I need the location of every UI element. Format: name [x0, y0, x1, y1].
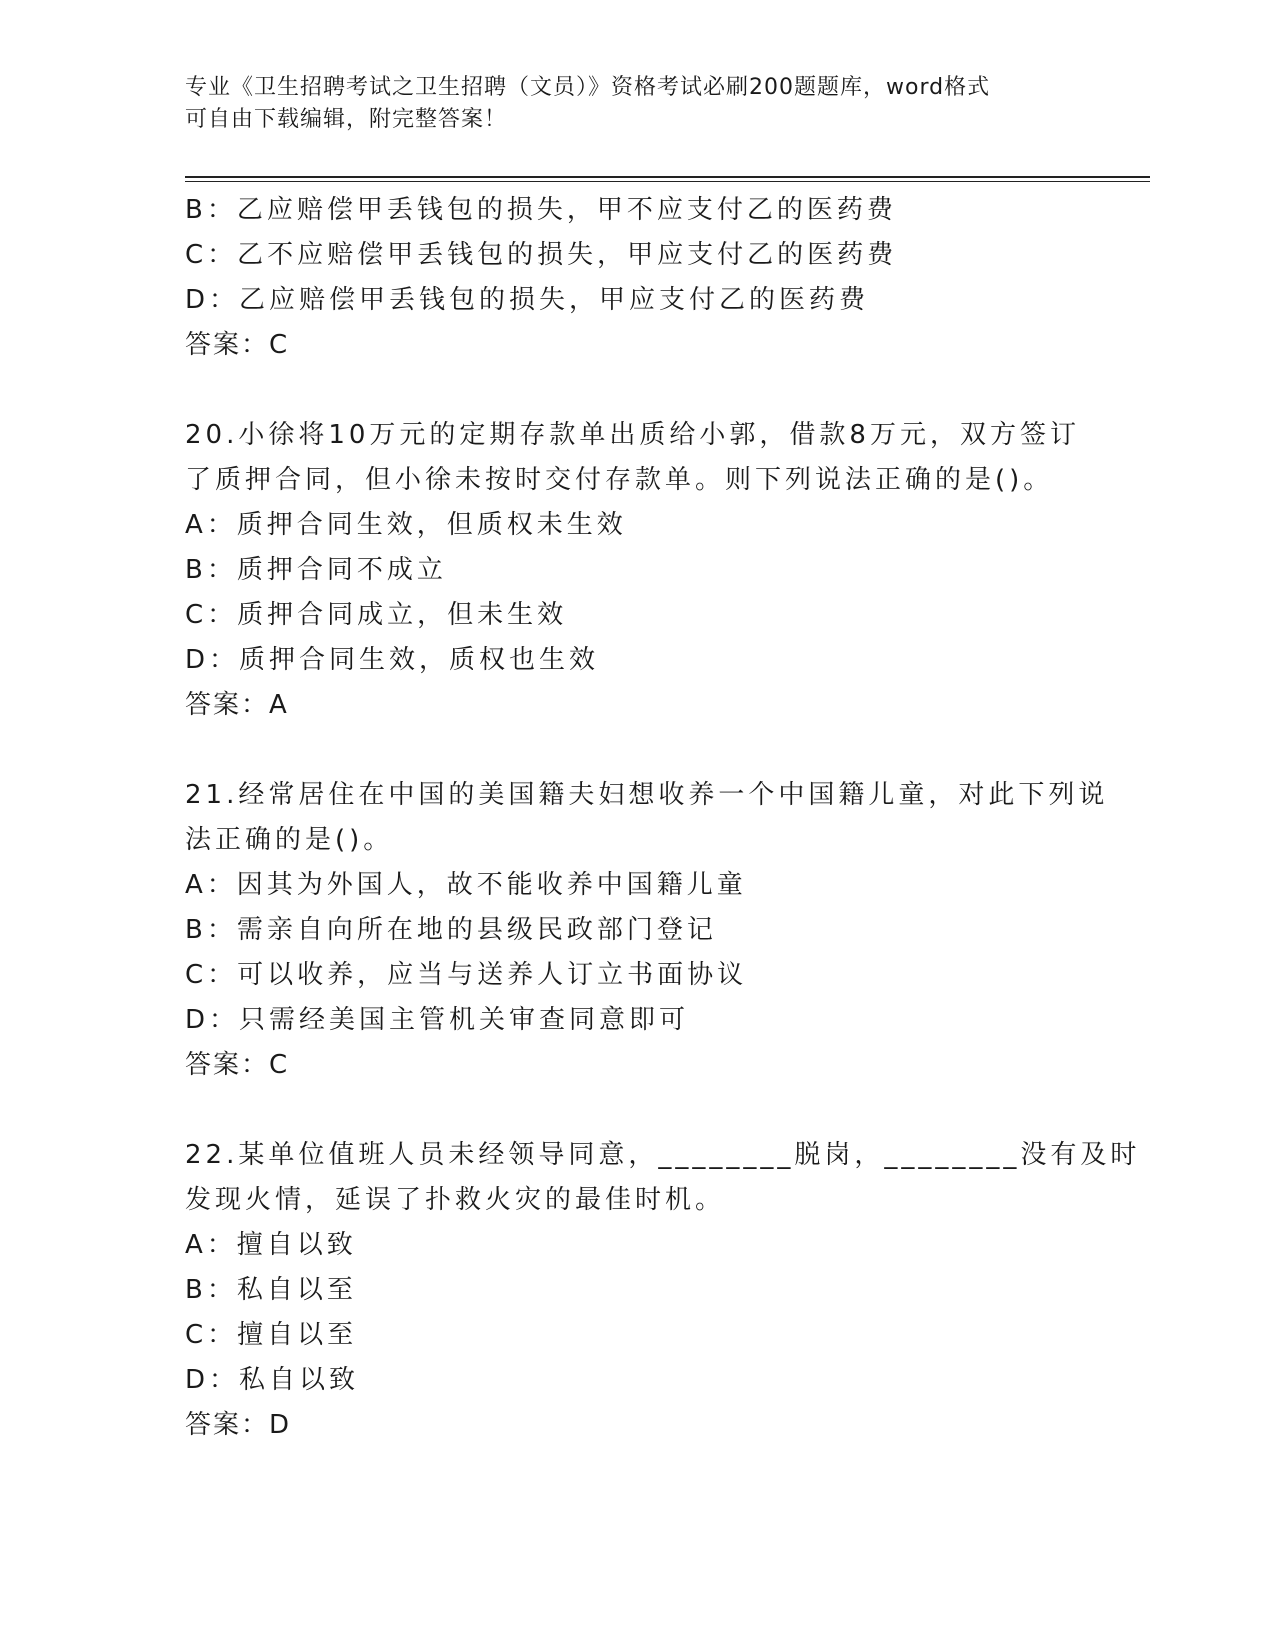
- header-divider-thick: [185, 176, 1150, 178]
- question-text-line: 20.小徐将10万元的定期存款单出质给小郭，借款8万元，双方签订: [185, 420, 1080, 450]
- spacer: [185, 368, 1085, 413]
- answer-line: 答案：C: [185, 1050, 290, 1080]
- spacer: [185, 728, 1085, 773]
- document-header: [185, 72, 1065, 136]
- answer-line: 答案：D: [185, 1410, 292, 1440]
- header-divider-thin: [185, 181, 1150, 182]
- option-a: A：质押合同生效，但质权未生效: [185, 510, 627, 540]
- option-d: D：乙应赔偿甲丢钱包的损失，甲应支付乙的医药费: [185, 285, 870, 315]
- option-c: C：乙不应赔偿甲丢钱包的损失，甲应支付乙的医药费: [185, 240, 898, 270]
- question-text: [185, 1133, 1141, 1223]
- answer-line: 答案：C: [185, 330, 290, 360]
- option-b: B：私自以至: [185, 1275, 357, 1305]
- option-a: A：擅自以致: [185, 1230, 357, 1260]
- question-text: [185, 413, 1085, 503]
- option-c: C：质押合同成立，但未生效: [185, 600, 568, 630]
- option-b: B：需亲自向所在地的县级民政部门登记: [185, 915, 717, 945]
- question-block-22: [185, 1133, 1141, 1448]
- option-b: B：乙应赔偿甲丢钱包的损失，甲不应支付乙的医药费: [185, 195, 897, 225]
- question-block-20: [185, 413, 1085, 728]
- option-d: D：私自以致: [185, 1365, 360, 1395]
- question-text-line: 了质押合同，但小徐未按时交付存款单。则下列说法正确的是()。: [185, 465, 1054, 495]
- question-text-line: 21.经常居住在中国的美国籍夫妇想收养一个中国籍儿童，对此下列说: [185, 780, 1109, 810]
- header-title-line-1: 专业《卫生招聘考试之卫生招聘（文员）》资格考试必刷200题题库，word格式: [185, 75, 991, 100]
- option-b: B：质押合同不成立: [185, 555, 447, 585]
- option-d: D：质押合同生效，质权也生效: [185, 645, 600, 675]
- option-a: A：因其为外国人，故不能收养中国籍儿童: [185, 870, 747, 900]
- question-block-19-continued: [185, 188, 1085, 368]
- question-list: [185, 188, 1141, 1448]
- spacer: [185, 1088, 1085, 1133]
- header-title-line-2: 可自由下载编辑，附完整答案！: [185, 107, 508, 132]
- question-text-line: 发现火情，延误了扑救火灾的最佳时机。: [185, 1185, 726, 1215]
- question-text-line: 22.某单位值班人员未经领导同意，________脱岗，________没有及时: [185, 1140, 1141, 1170]
- question-text: [185, 773, 1109, 863]
- option-c: C：可以收养，应当与送养人订立书面协议: [185, 960, 748, 990]
- question-text-line: 法正确的是()。: [185, 825, 394, 855]
- option-d: D：只需经美国主管机关审查同意即可: [185, 1005, 690, 1035]
- answer-line: 答案：A: [185, 690, 289, 720]
- question-block-21: [185, 773, 1109, 1088]
- option-c: C：擅自以至: [185, 1320, 358, 1350]
